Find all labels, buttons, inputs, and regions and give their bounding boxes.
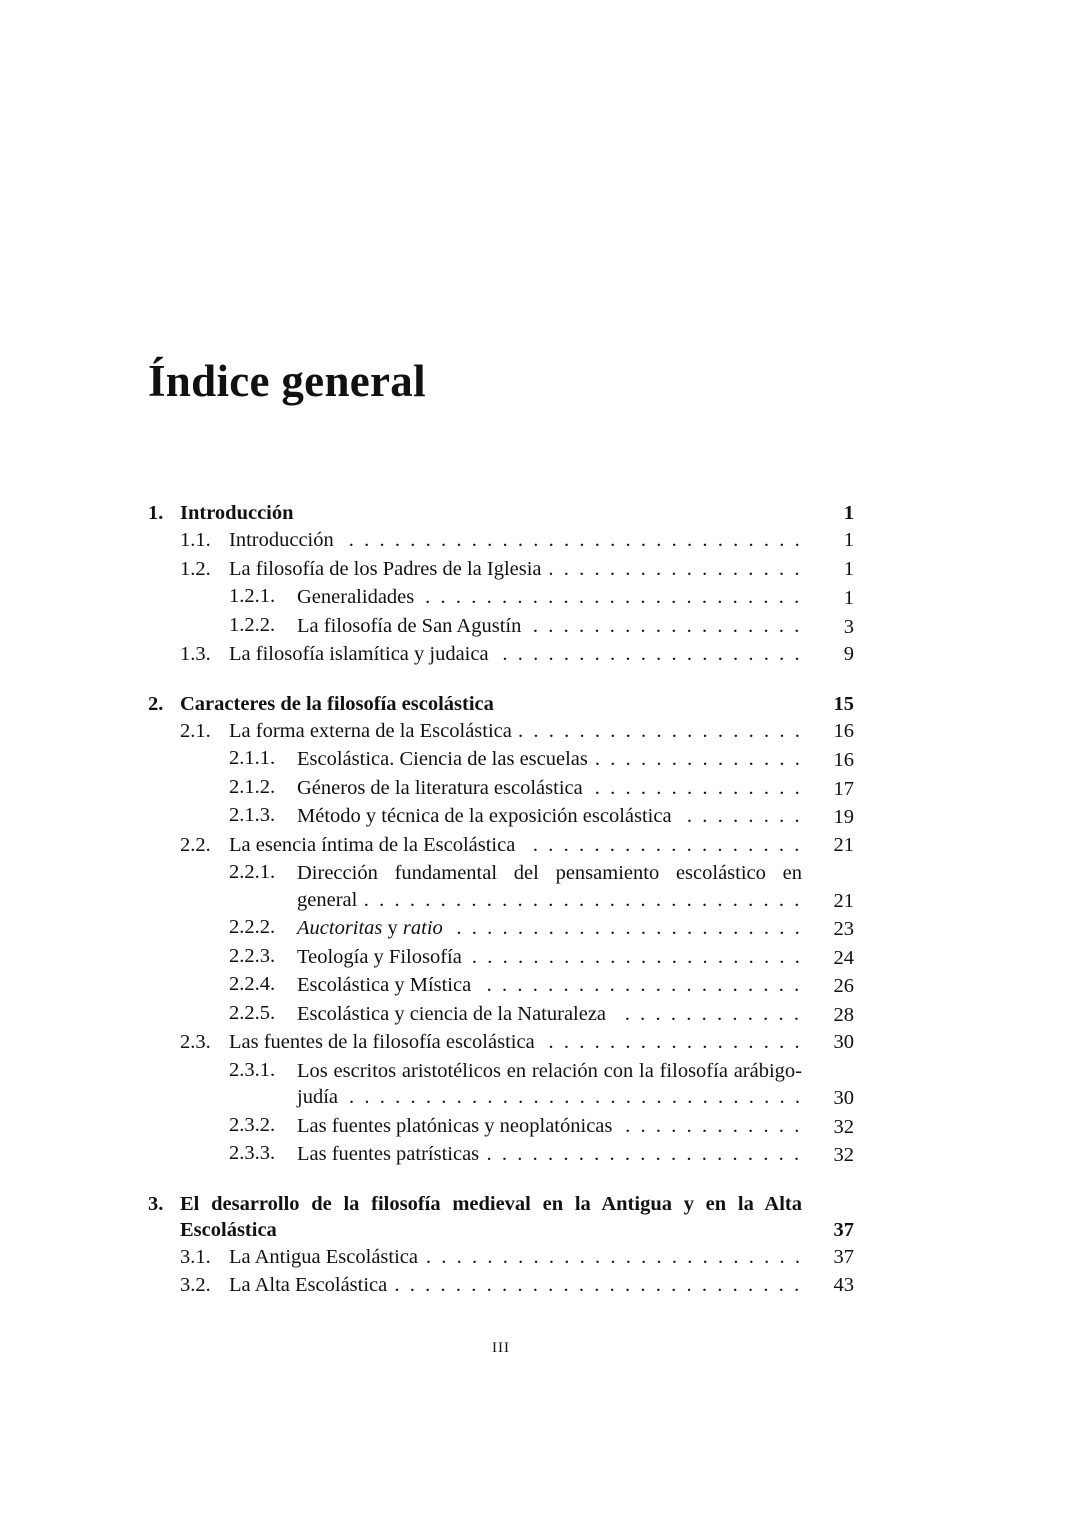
toc-entry-title: [229, 834, 515, 856]
toc-entry-title-part: Método y técnica de la exposición escolástica: [297, 805, 672, 827]
toc-entry-page: 15: [833, 692, 854, 715]
toc-entry-title: [297, 1115, 612, 1137]
toc-entry-title-part: La forma externa de la Escolástica: [229, 719, 512, 742]
toc-entry-page: 23: [833, 918, 854, 940]
toc-entry-number: 2.2.1.: [229, 861, 276, 883]
dot-leader: . . . . . . . . . . . . . . . . . . . . .: [481, 1143, 800, 1165]
toc-entry-number: 1.2.2.: [229, 613, 276, 636]
toc-entry-title-part: Escolástica. Ciencia de las escuelas: [297, 748, 588, 770]
toc-entry-title: [180, 502, 294, 524]
dot-leader: . . . . . . . . . . . . . . . . .: [543, 1031, 800, 1053]
dot-leader: . . . . . . . . . . . . . . . . . . . . . . .: [451, 917, 800, 939]
toc-entry-title: [297, 974, 471, 996]
toc-entry-number: 2.2.3.: [229, 944, 276, 967]
toc-entry-title: [297, 946, 462, 968]
toc-entry-title-part: Las fuentes patrísticas: [297, 1143, 480, 1165]
toc-entry-page: 26: [833, 975, 854, 997]
toc-subsection[interactable]: [148, 1057, 854, 1112]
toc-entry-title-part: Teología y Filosofía: [297, 945, 462, 968]
toc-entry-page: 30: [833, 1087, 854, 1109]
toc-entry-title: [297, 805, 672, 827]
dot-leader: . . . . . . . . . . . . . . . . . . . . . . . . . . .: [389, 1274, 800, 1296]
toc-entry-title: [297, 777, 583, 799]
toc-entry-number: 2.: [148, 692, 164, 715]
toc-entry-page: 37: [833, 1218, 854, 1241]
toc-entry-number: 3.1.: [180, 1245, 211, 1268]
dot-leader: . . . . . . . . . . . . . . . . . . . . .: [481, 974, 800, 996]
toc-section[interactable]: [148, 555, 854, 584]
toc-entry-title: [180, 1193, 802, 1241]
toc-chapter[interactable]: [148, 1191, 854, 1243]
toc-entry-title: [297, 1143, 479, 1165]
dot-leader: . . . . . . . . . . . . . . . . .: [543, 557, 800, 580]
dot-leader: . . . . . . . . . . . . . . . . . . . . . .: [466, 945, 800, 968]
dot-leader: . . . . . . . . . . . . . . . . . . . .: [497, 643, 800, 665]
toc-entry-number: 2.1.2.: [229, 775, 276, 798]
toc-section[interactable]: [148, 640, 854, 669]
toc-entry-title-part: Los escritos aristotélicos en relación con la filosofía arábigo-judía: [297, 1059, 802, 1108]
toc-entry-title-part: La filosofía islamítica y judaica: [229, 643, 489, 665]
toc-subsection[interactable]: [148, 1140, 854, 1169]
toc-subsection[interactable]: [148, 943, 854, 972]
page-number: III: [492, 1340, 510, 1356]
toc-subsection[interactable]: [148, 612, 854, 641]
toc-entry-page: 32: [833, 1144, 854, 1166]
dot-leader: . . . . . . . . . . . . . . . . . . .: [512, 719, 800, 742]
toc-entry-title-part: Las fuentes platónicas y neoplatónicas: [297, 1114, 613, 1137]
toc-entry-title: [297, 586, 414, 608]
toc-entry-title-part: Introducción: [229, 529, 334, 551]
toc-subsection[interactable]: [148, 859, 854, 914]
toc-entry-title: [229, 643, 489, 665]
dot-leader: . . . . . . . . . . . . . .: [589, 748, 800, 770]
toc-entry-page: 24: [833, 946, 854, 969]
dot-leader: . . . . . . . . . . . . . . . . . . . . . . . . . . . . .: [358, 888, 800, 911]
toc-entry-number: 3.: [148, 1192, 164, 1215]
toc-entry-number: 1.: [148, 502, 164, 524]
toc-entry-page: 16: [833, 749, 854, 771]
toc-entry-page: 28: [833, 1003, 854, 1026]
dot-leader: . . . . . . . . . . . . . . . . . .: [527, 614, 800, 637]
toc-entry-title: [297, 615, 521, 637]
toc-chapter[interactable]: [148, 691, 854, 717]
toc-entry-title: [229, 529, 334, 551]
toc-entry-page: 9: [843, 643, 854, 665]
toc-entry-title: [229, 558, 542, 580]
toc-entry-page: 30: [833, 1031, 854, 1053]
toc-entry-page: 32: [833, 1115, 854, 1138]
toc-entry-title: [229, 1274, 387, 1296]
toc-entry-title-part: Géneros de la literatura escolástica: [297, 776, 583, 799]
toc-entry-title-part: Las fuentes de la filosofía escolástica: [229, 1031, 535, 1053]
toc-subsection[interactable]: [148, 1112, 854, 1141]
toc-entry-number: 2.2.2.: [229, 916, 276, 938]
toc-entry-number: 1.2.: [180, 557, 211, 580]
toc-entry-number: 2.3.: [180, 1031, 211, 1053]
toc-entry-title: [229, 1246, 418, 1268]
toc-entry-page: 1: [843, 529, 854, 551]
toc-entry-title: [229, 1031, 535, 1053]
toc-entry-page: 1: [843, 587, 854, 609]
toc-entry-title-part: Generalidades: [297, 586, 415, 608]
page-title: Índice general: [148, 356, 426, 406]
toc-entry-title: [229, 720, 512, 742]
toc-entry-page: 3: [843, 615, 854, 638]
toc-subsection[interactable]: [148, 583, 854, 612]
toc-subsection[interactable]: [148, 971, 854, 1000]
toc-section[interactable]: [148, 831, 854, 860]
toc-subsection[interactable]: [148, 745, 854, 774]
dot-leader: . . . . . . . . . . . .: [620, 1114, 800, 1137]
toc-section[interactable]: [148, 526, 854, 555]
toc-entry-page: 19: [833, 806, 854, 828]
toc-entry-number: 1.3.: [180, 643, 211, 665]
toc-entry-title-part: Introducción: [180, 502, 294, 524]
toc-entry-number: 2.3.3.: [229, 1142, 276, 1164]
toc-entry-number: 2.3.2.: [229, 1113, 276, 1136]
toc-entry-number: 2.2.5.: [229, 1001, 276, 1024]
toc-entry-page: 21: [833, 833, 854, 856]
toc-entry-page: 17: [833, 777, 854, 800]
dot-leader: . . . . . . . .: [681, 805, 800, 827]
dot-leader: . . . . . . . . . . . . . .: [589, 776, 800, 799]
dot-leader: . . . . . . . . . . . . . . . . . . . . . . . . . . . . . .: [343, 1086, 800, 1108]
toc-entry-page: 21: [833, 889, 854, 912]
toc-entry-title-part: La Alta Escolástica: [229, 1274, 388, 1296]
toc-entry-title-part: Auctoritas: [297, 917, 383, 939]
toc-entry-title-part: y: [382, 917, 403, 939]
toc-entry-title-part: La filosofía de San Agustín: [297, 614, 522, 637]
toc-entry-title-part: ratio: [402, 917, 443, 939]
toc-chapter[interactable]: [148, 500, 854, 526]
toc-section[interactable]: [148, 1028, 854, 1057]
toc-entry-number: 3.2.: [180, 1274, 211, 1296]
dot-leader: . . . . . . . . . . . .: [619, 1002, 800, 1025]
toc-subsection[interactable]: [148, 914, 854, 943]
toc-entry-title-part: El desarrollo de la filosofía medieval en la Antigua y en la Alta Escolástica: [180, 1192, 802, 1241]
toc-entry-page: 16: [833, 719, 854, 742]
toc-entry-number: 2.3.1.: [229, 1058, 276, 1081]
toc-section[interactable]: [148, 717, 854, 746]
toc-entry-number: 2.1.1.: [229, 747, 276, 769]
toc-entry-title: [180, 693, 494, 715]
dot-leader: . . . . . . . . . . . . . . . . . .: [527, 833, 800, 856]
toc-entry-page: 43: [833, 1274, 854, 1296]
toc-subsection[interactable]: [148, 774, 854, 803]
dot-leader: . . . . . . . . . . . . . . . . . . . . . . . . .: [420, 1245, 800, 1268]
toc-section[interactable]: [148, 1271, 854, 1300]
toc-entry-number: 2.1.3.: [229, 804, 276, 826]
toc-entry-page: 37: [833, 1245, 854, 1268]
toc-entry-title-part: Escolástica y ciencia de la Naturaleza: [297, 1002, 607, 1025]
toc-entry-number: 1.2.1.: [229, 585, 276, 607]
toc-entry-number: 2.2.4.: [229, 973, 276, 995]
table-of-contents: [148, 500, 854, 1300]
toc-entry-page: 1: [843, 502, 854, 524]
toc-subsection[interactable]: [148, 1000, 854, 1029]
toc-entry-number: 1.1.: [180, 529, 211, 551]
toc-entry-title-part: La Antigua Escolástica: [229, 1245, 418, 1268]
toc-section[interactable]: [148, 1243, 854, 1272]
toc-entry-title: [297, 1003, 606, 1025]
toc-entry-title: [297, 748, 588, 770]
toc-entry-title-part: Escolástica y Mística: [297, 974, 472, 996]
toc-entry-page: 1: [843, 557, 854, 580]
toc-entry-number: 2.2.: [180, 833, 211, 856]
toc-entry-title-part: Caracteres de la filosofía escolástica: [180, 692, 494, 715]
toc-entry-title-part: La esencia íntima de la Escolástica: [229, 833, 516, 856]
dot-leader: . . . . . . . . . . . . . . . . . . . . . . . . . . . . . .: [343, 529, 800, 551]
toc-subsection[interactable]: [148, 802, 854, 831]
toc-entry-number: 2.1.: [180, 719, 211, 742]
dot-leader: . . . . . . . . . . . . . . . . . . . . . . . . .: [420, 586, 800, 608]
toc-entry-title-part: La filosofía de los Padres de la Iglesia: [229, 557, 542, 580]
toc-entry-title: [297, 917, 443, 939]
toc-entry-title-part: Dirección fundamental del pensamiento escolástico en general: [297, 862, 802, 911]
